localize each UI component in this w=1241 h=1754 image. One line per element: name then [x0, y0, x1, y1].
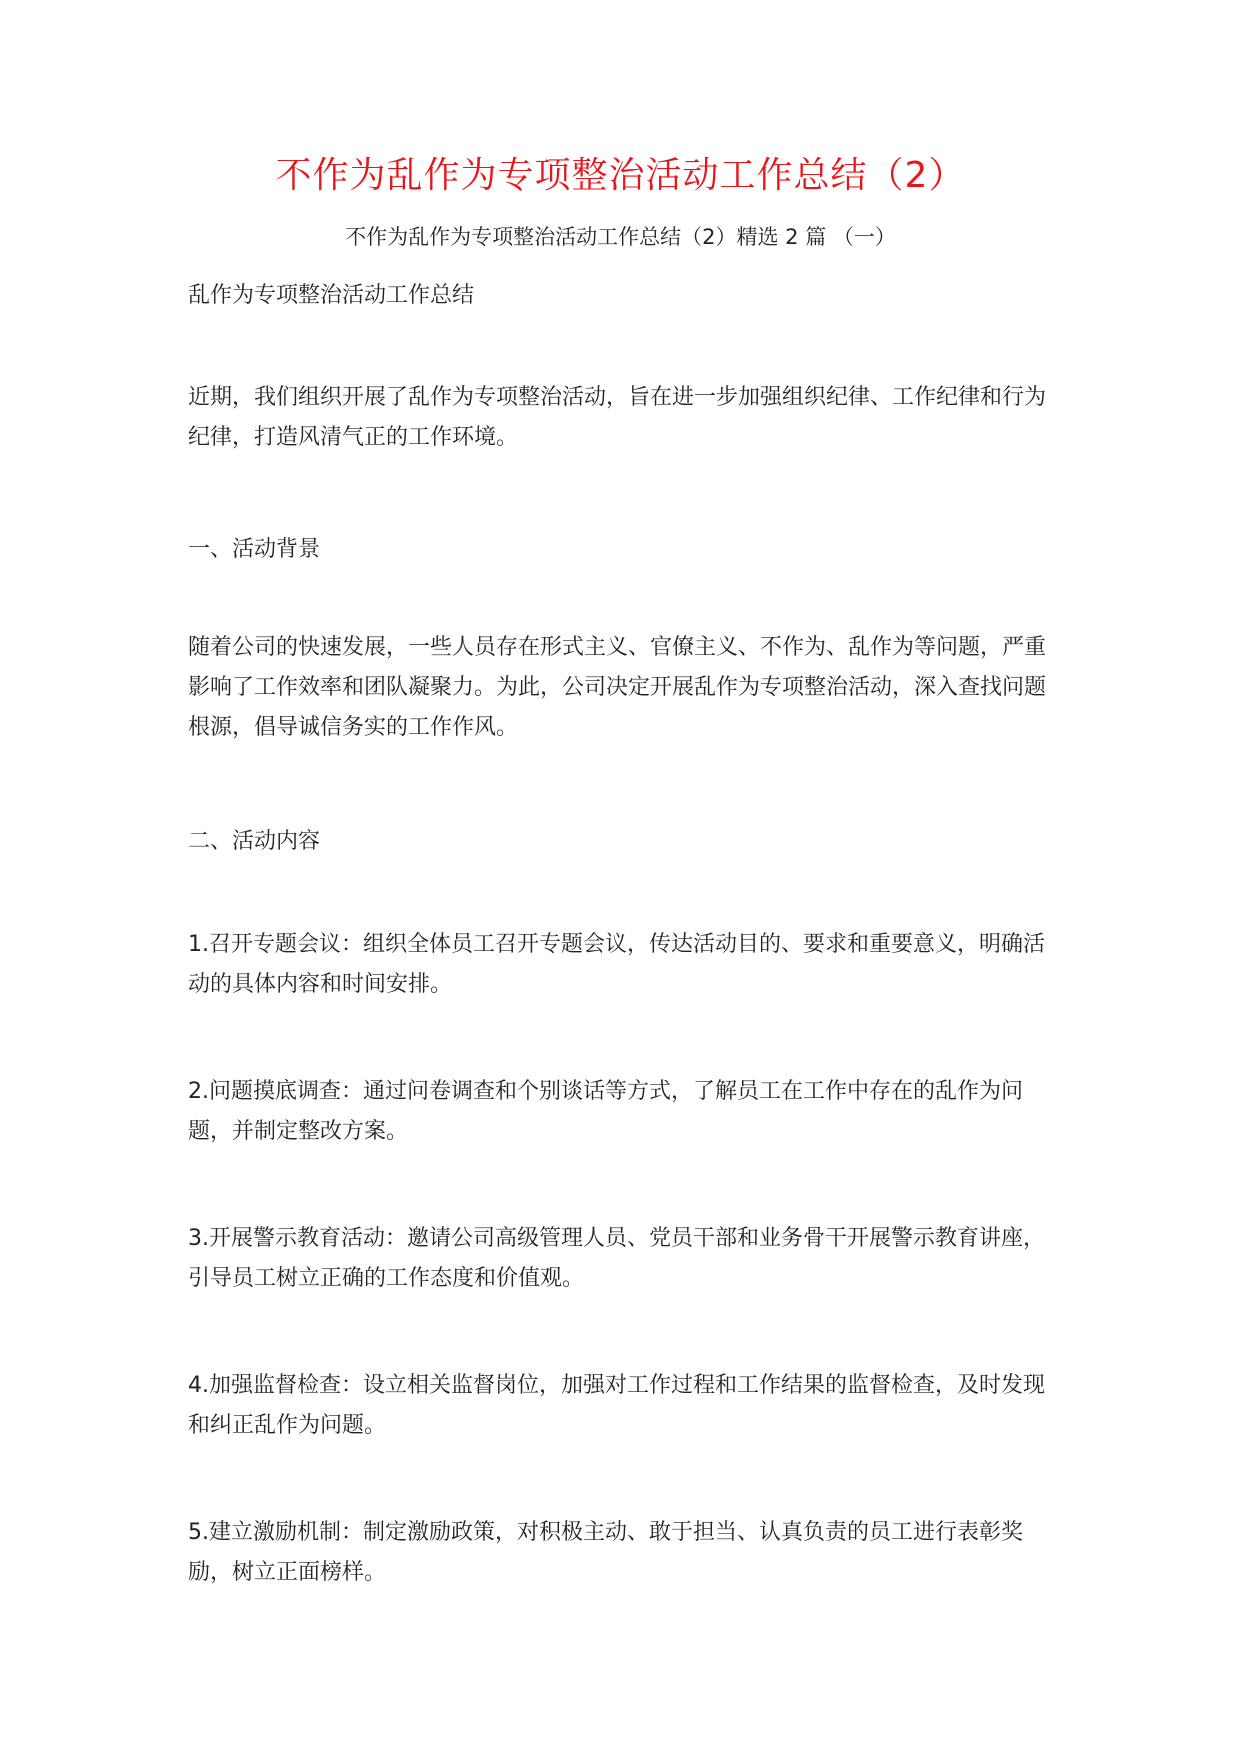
list-item-1: 1.召开专题会议：组织全体员工召开专题会议，传达活动目的、要求和重要意义，明确活动的具体内容和时间安排。: [188, 932, 1045, 997]
document-subtitle: 不作为乱作为专项整治活动工作总结（2）精选 2 篇 （一）: [345, 225, 896, 249]
document-title: 不作为乱作为专项整治活动工作总结（2）: [275, 155, 966, 196]
paragraph-background: 随着公司的快速发展，一些人员存在形式主义、官僚主义、不作为、乱作为等问题，严重影响了工作效率和团队凝聚力。为此，公司决定开展乱作为专项整治活动，深入查找问题根源，倡导诚信务实的工作作风。: [188, 635, 1047, 740]
list-item-4: 4.加强监督检查：设立相关监督岗位，加强对工作过程和工作结果的监督检查，及时发现和纠正乱作为问题。: [188, 1373, 1045, 1438]
list-item-3: 3.开展警示教育活动：邀请公司高级管理人员、党员干部和业务骨干开展警示教育讲座，引导员工树立正确的工作态度和价值观。: [188, 1226, 1045, 1291]
paragraph-heading-summary: 乱作为专项整治活动工作总结: [188, 283, 475, 308]
list-item-2: 2.问题摸底调查：通过问卷调查和个别谈话等方式，了解员工在工作中存在的乱作为问题，并制定整改方案。: [188, 1079, 1023, 1144]
section-heading-background: 一、活动背景: [188, 537, 321, 562]
list-item-5: 5.建立激励机制：制定激励政策，对积极主动、敢于担当、认真负责的员工进行表彰奖励，树立正面榜样。: [188, 1520, 1023, 1585]
paragraph-intro: 近期，我们组织开展了乱作为专项整治活动，旨在进一步加强组织纪律、工作纪律和行为纪律，打造风清气正的工作环境。: [188, 385, 1047, 450]
section-heading-content: 二、活动内容: [188, 829, 321, 854]
